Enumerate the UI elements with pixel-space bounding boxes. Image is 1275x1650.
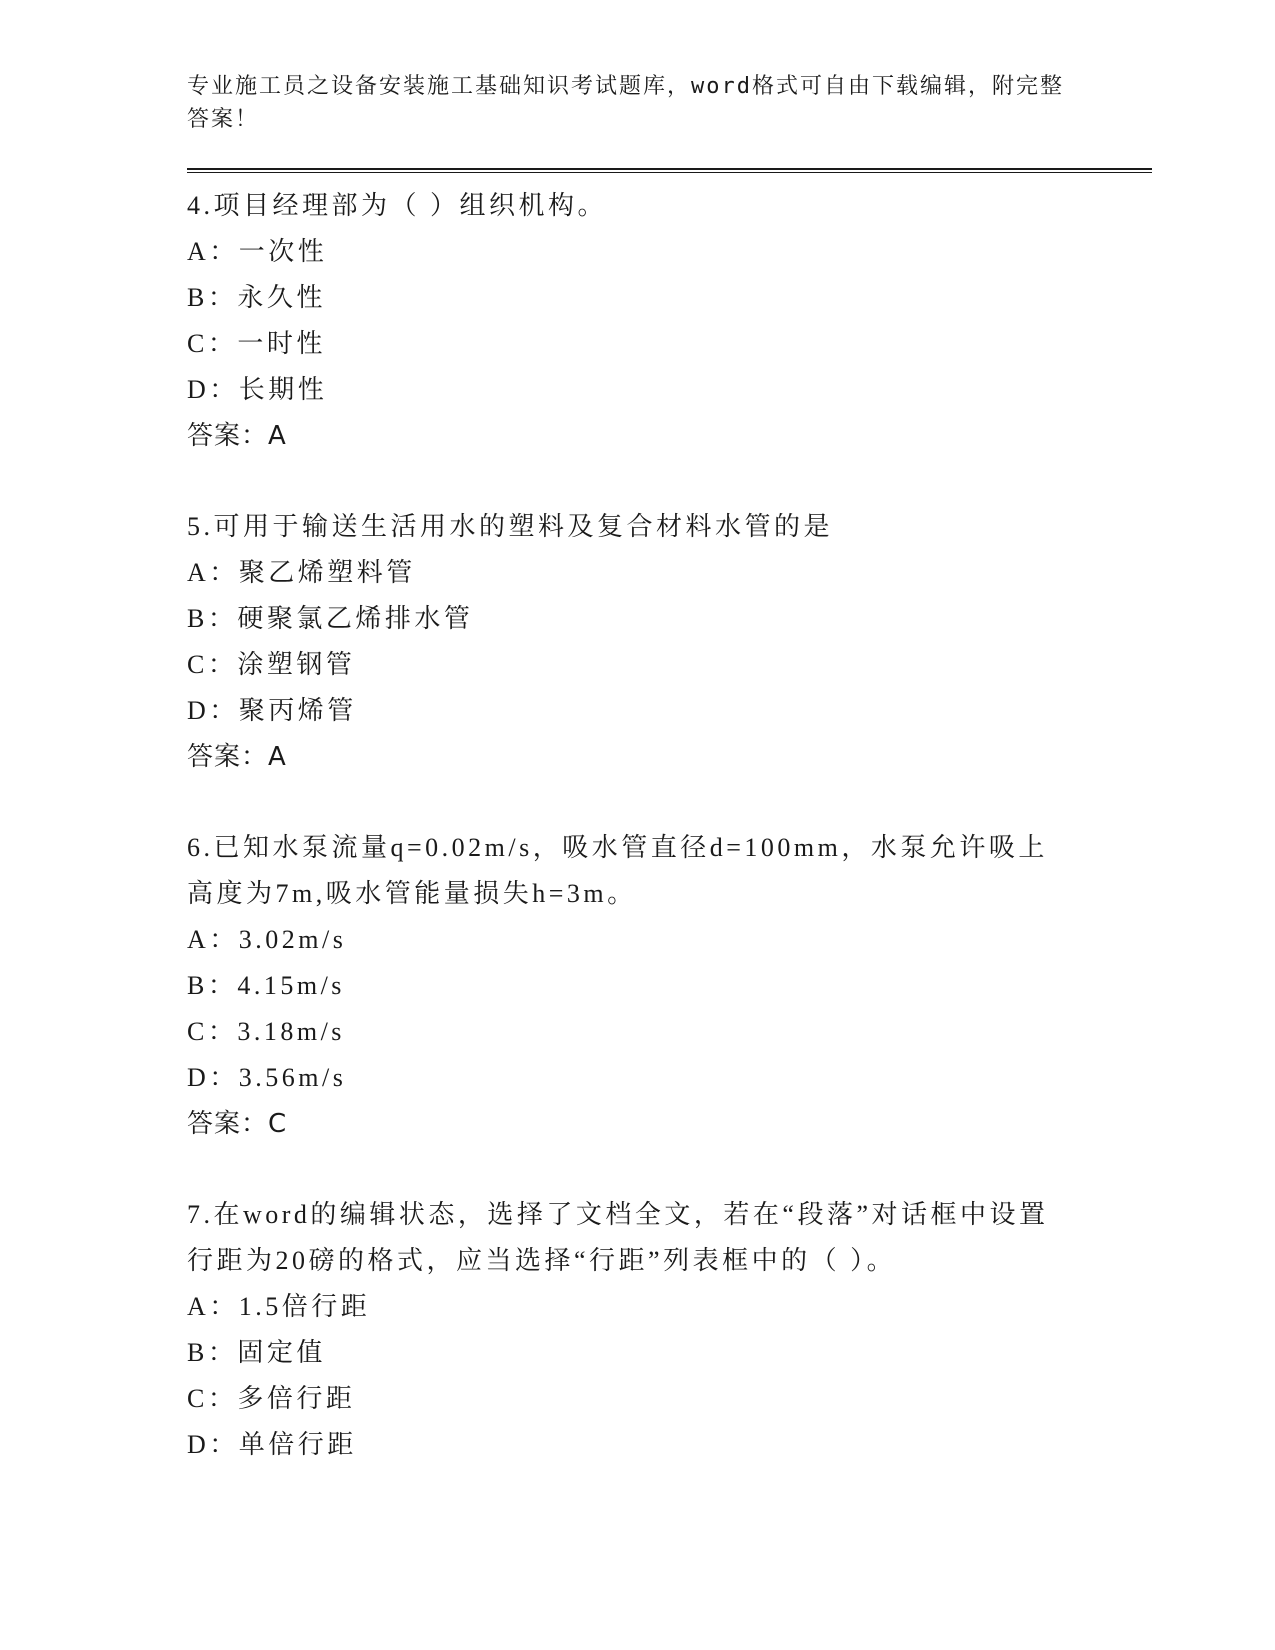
option-a: A：聚乙烯塑料管	[187, 558, 416, 587]
option-b: B：4.15m/s	[187, 971, 345, 1000]
option-a: A：3.02m/s	[187, 925, 347, 954]
option-c: C：涂塑钢管	[187, 650, 356, 679]
option-c: C：一时性	[187, 329, 326, 358]
question-stem: 6.已知水泵流量q=0.02m/s，吸水管直径d=100mm，水泵允许吸上高度为7m,吸水管能量损失h=3m。	[187, 833, 1048, 908]
option-c: C：多倍行距	[187, 1384, 356, 1413]
question-7	[187, 1192, 1152, 1468]
answer-line: 答案：C	[187, 1109, 288, 1139]
option-b: B：硬聚氯乙烯排水管	[187, 604, 474, 633]
option-c: C：3.18m/s	[187, 1017, 345, 1046]
header-divider	[187, 168, 1152, 173]
option-d: D：聚丙烯管	[187, 696, 357, 725]
document-page	[187, 70, 1152, 1513]
document-header: 专业施工员之设备安装施工基础知识考试题库，word格式可自由下载编辑，附完整答案！	[187, 74, 1064, 132]
question-list	[187, 183, 1152, 1468]
option-d: D：长期性	[187, 375, 328, 404]
answer-line: 答案：A	[187, 421, 287, 451]
option-b: B：固定值	[187, 1338, 326, 1367]
answer-line: 答案：A	[187, 742, 287, 772]
option-d: D：单倍行距	[187, 1430, 357, 1459]
option-b: B：永久性	[187, 283, 326, 312]
option-a: A：一次性	[187, 237, 328, 266]
option-d: D：3.56m/s	[187, 1063, 347, 1092]
option-a: A：1.5倍行距	[187, 1292, 371, 1321]
question-stem: 5.可用于输送生活用水的塑料及复合材料水管的是	[187, 512, 834, 541]
question-stem: 4.项目经理部为（ ）组织机构。	[187, 191, 608, 220]
question-6	[187, 825, 1152, 1147]
question-5	[187, 504, 1152, 780]
question-stem: 7.在word的编辑状态，选择了文档全文，若在“段落”对话框中设置行距为20磅的格式，应当选择“行距”列表框中的（ ）。	[187, 1200, 1049, 1275]
question-4	[187, 183, 1152, 459]
